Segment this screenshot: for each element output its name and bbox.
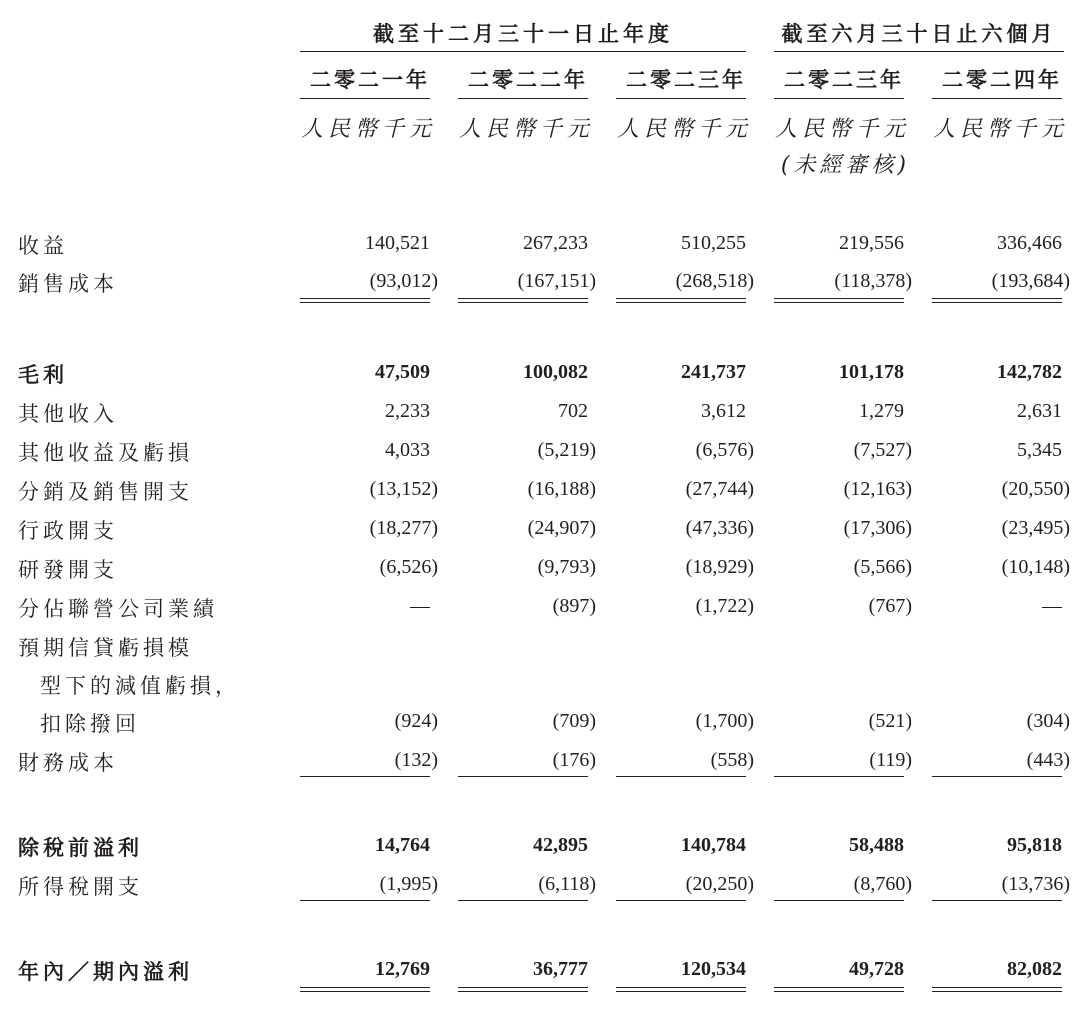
double-rule bbox=[616, 298, 746, 303]
table-cell: (119) bbox=[869, 749, 912, 771]
table-cell: 120,534 bbox=[681, 958, 746, 980]
double-rule bbox=[932, 298, 1062, 303]
column-year-2022-underline bbox=[458, 98, 588, 99]
column-year-2023-h1-underline bbox=[774, 98, 904, 99]
single-rule bbox=[932, 900, 1062, 901]
table-cell: 42,895 bbox=[533, 834, 588, 856]
table-cell: (5,566) bbox=[853, 556, 912, 578]
table-cell: 267,233 bbox=[523, 232, 588, 254]
single-rule bbox=[774, 900, 904, 901]
table-cell: 49,728 bbox=[849, 958, 904, 980]
table-cell: 2,631 bbox=[1017, 400, 1062, 422]
row-label-income-tax-expense: 所得稅開支 bbox=[18, 875, 143, 899]
table-cell: 510,255 bbox=[681, 232, 746, 254]
table-cell: (6,576) bbox=[695, 439, 754, 461]
column-unit: 人民幣千元 bbox=[774, 117, 910, 142]
table-cell: 219,556 bbox=[839, 232, 904, 254]
table-cell: — bbox=[410, 595, 430, 617]
row-label-finance-costs: 財務成本 bbox=[18, 751, 118, 775]
single-rule bbox=[458, 900, 588, 901]
column-unit: 人民幣千元 bbox=[616, 117, 752, 142]
table-cell: (7,527) bbox=[853, 439, 912, 461]
table-cell: (18,929) bbox=[685, 556, 754, 578]
column-year-2021: 二零二一年 bbox=[310, 67, 430, 92]
table-cell: (558) bbox=[710, 749, 754, 771]
column-year-2023-underline bbox=[616, 98, 746, 99]
row-label-profit-for-year-period: 年內／期內溢利 bbox=[18, 959, 193, 984]
row-label-other-income: 其他收入 bbox=[18, 402, 118, 426]
table-cell: (304) bbox=[1026, 710, 1070, 732]
double-rule bbox=[932, 987, 1062, 992]
table-cell: 101,178 bbox=[839, 361, 904, 383]
table-cell: (521) bbox=[868, 710, 912, 732]
table-cell: 702 bbox=[558, 400, 588, 422]
header-group-annual: 截至十二月三十一日止年度 bbox=[373, 21, 673, 46]
table-cell: (24,907) bbox=[527, 517, 596, 539]
column-year-2024-h1-underline bbox=[932, 98, 1062, 99]
row-label-profit-before-tax: 除稅前溢利 bbox=[18, 835, 143, 860]
table-cell: (47,336) bbox=[685, 517, 754, 539]
column-year-2021-underline bbox=[300, 98, 430, 99]
table-cell: 140,784 bbox=[681, 834, 746, 856]
table-cell: 3,612 bbox=[701, 400, 746, 422]
table-cell: 5,345 bbox=[1017, 439, 1062, 461]
column-year-2024-h1: 二零二四年 bbox=[942, 67, 1062, 92]
table-cell: (118,378) bbox=[834, 270, 912, 292]
table-cell: (12,163) bbox=[843, 478, 912, 500]
header-group-six-months-underline bbox=[774, 51, 1064, 52]
single-rule bbox=[616, 900, 746, 901]
row-label-administrative-expenses: 行政開支 bbox=[18, 519, 118, 543]
row-label-rd-expenses: 研發開支 bbox=[18, 558, 118, 582]
double-rule bbox=[774, 298, 904, 303]
single-rule bbox=[300, 900, 430, 901]
table-cell: (23,495) bbox=[1001, 517, 1070, 539]
table-cell: (176) bbox=[552, 749, 596, 771]
table-cell: 142,782 bbox=[997, 361, 1062, 383]
row-label-ecl-impairment-line1: 預期信貸虧損模 bbox=[18, 636, 193, 660]
table-cell: (6,526) bbox=[379, 556, 438, 578]
table-cell: (27,744) bbox=[685, 478, 754, 500]
table-cell: (18,277) bbox=[369, 517, 438, 539]
row-label-ecl-impairment-line3: 扣除撥回 bbox=[40, 712, 140, 736]
row-label-cost-of-sales: 銷售成本 bbox=[18, 272, 118, 296]
column-year-2022: 二零二二年 bbox=[468, 67, 588, 92]
table-cell: (193,684) bbox=[991, 270, 1070, 292]
table-cell: (16,188) bbox=[527, 478, 596, 500]
table-cell: 47,509 bbox=[375, 361, 430, 383]
table-cell: (13,736) bbox=[1001, 873, 1070, 895]
table-cell: (924) bbox=[394, 710, 438, 732]
table-cell: (8,760) bbox=[853, 873, 912, 895]
table-cell: (93,012) bbox=[369, 270, 438, 292]
column-unit: 人民幣千元 bbox=[300, 117, 436, 142]
table-cell: (897) bbox=[552, 595, 596, 617]
table-cell: 140,521 bbox=[365, 232, 430, 254]
table-cell: (268,518) bbox=[675, 270, 754, 292]
table-cell: (9,793) bbox=[537, 556, 596, 578]
table-cell: (17,306) bbox=[843, 517, 912, 539]
single-rule bbox=[774, 776, 904, 777]
column-year-2023-h1: 二零二三年 bbox=[784, 67, 904, 92]
column-year-2023: 二零二三年 bbox=[626, 67, 746, 92]
header-group-annual-underline bbox=[300, 51, 746, 52]
row-label-distribution-selling-expenses: 分銷及銷售開支 bbox=[18, 480, 193, 504]
table-cell: 36,777 bbox=[533, 958, 588, 980]
table-cell: 12,769 bbox=[375, 958, 430, 980]
table-cell: 58,488 bbox=[849, 834, 904, 856]
double-rule bbox=[300, 298, 430, 303]
double-rule bbox=[616, 987, 746, 992]
table-cell: (709) bbox=[552, 710, 596, 732]
table-cell: 1,279 bbox=[859, 400, 904, 422]
row-label-other-gains-losses: 其他收益及虧損 bbox=[18, 441, 193, 465]
table-cell: 100,082 bbox=[523, 361, 588, 383]
header-group-six-months: 截至六月三十日止六個月 bbox=[781, 21, 1057, 46]
single-rule bbox=[300, 776, 430, 777]
table-cell: (5,219) bbox=[537, 439, 596, 461]
table-cell: (1,995) bbox=[379, 873, 438, 895]
table-cell: — bbox=[1042, 595, 1062, 617]
single-rule bbox=[616, 776, 746, 777]
table-cell: 2,233 bbox=[385, 400, 430, 422]
table-cell: (767) bbox=[868, 595, 912, 617]
row-label-ecl-impairment-line2: 型下的減值虧損， bbox=[40, 674, 240, 698]
table-cell: (6,118) bbox=[538, 873, 596, 895]
table-cell: 14,764 bbox=[375, 834, 430, 856]
table-cell: 241,737 bbox=[681, 361, 746, 383]
row-label-revenue: 收益 bbox=[18, 234, 68, 258]
table-cell: 95,818 bbox=[1007, 834, 1062, 856]
row-label-gross-profit: 毛利 bbox=[18, 362, 68, 387]
table-cell: (10,148) bbox=[1001, 556, 1070, 578]
table-cell: 336,466 bbox=[997, 232, 1062, 254]
table-cell: 4,033 bbox=[385, 439, 430, 461]
table-cell: 82,082 bbox=[1007, 958, 1062, 980]
table-cell: (167,151) bbox=[517, 270, 596, 292]
double-rule bbox=[458, 298, 588, 303]
single-rule bbox=[932, 776, 1062, 777]
table-cell: (20,250) bbox=[685, 873, 754, 895]
table-cell: (443) bbox=[1026, 749, 1070, 771]
table-cell: (13,152) bbox=[369, 478, 438, 500]
table-cell: (20,550) bbox=[1001, 478, 1070, 500]
column-unit: 人民幣千元 bbox=[458, 117, 594, 142]
table-cell: (1,700) bbox=[695, 710, 754, 732]
double-rule bbox=[300, 987, 430, 992]
table-cell: (1,722) bbox=[695, 595, 754, 617]
double-rule bbox=[458, 987, 588, 992]
column-unit: 人民幣千元 bbox=[932, 117, 1068, 142]
unaudited-note: (未經審核) bbox=[780, 153, 910, 178]
single-rule bbox=[458, 776, 588, 777]
row-label-share-of-associates: 分佔聯營公司業績 bbox=[18, 597, 218, 621]
table-cell: (132) bbox=[394, 749, 438, 771]
double-rule bbox=[774, 987, 904, 992]
